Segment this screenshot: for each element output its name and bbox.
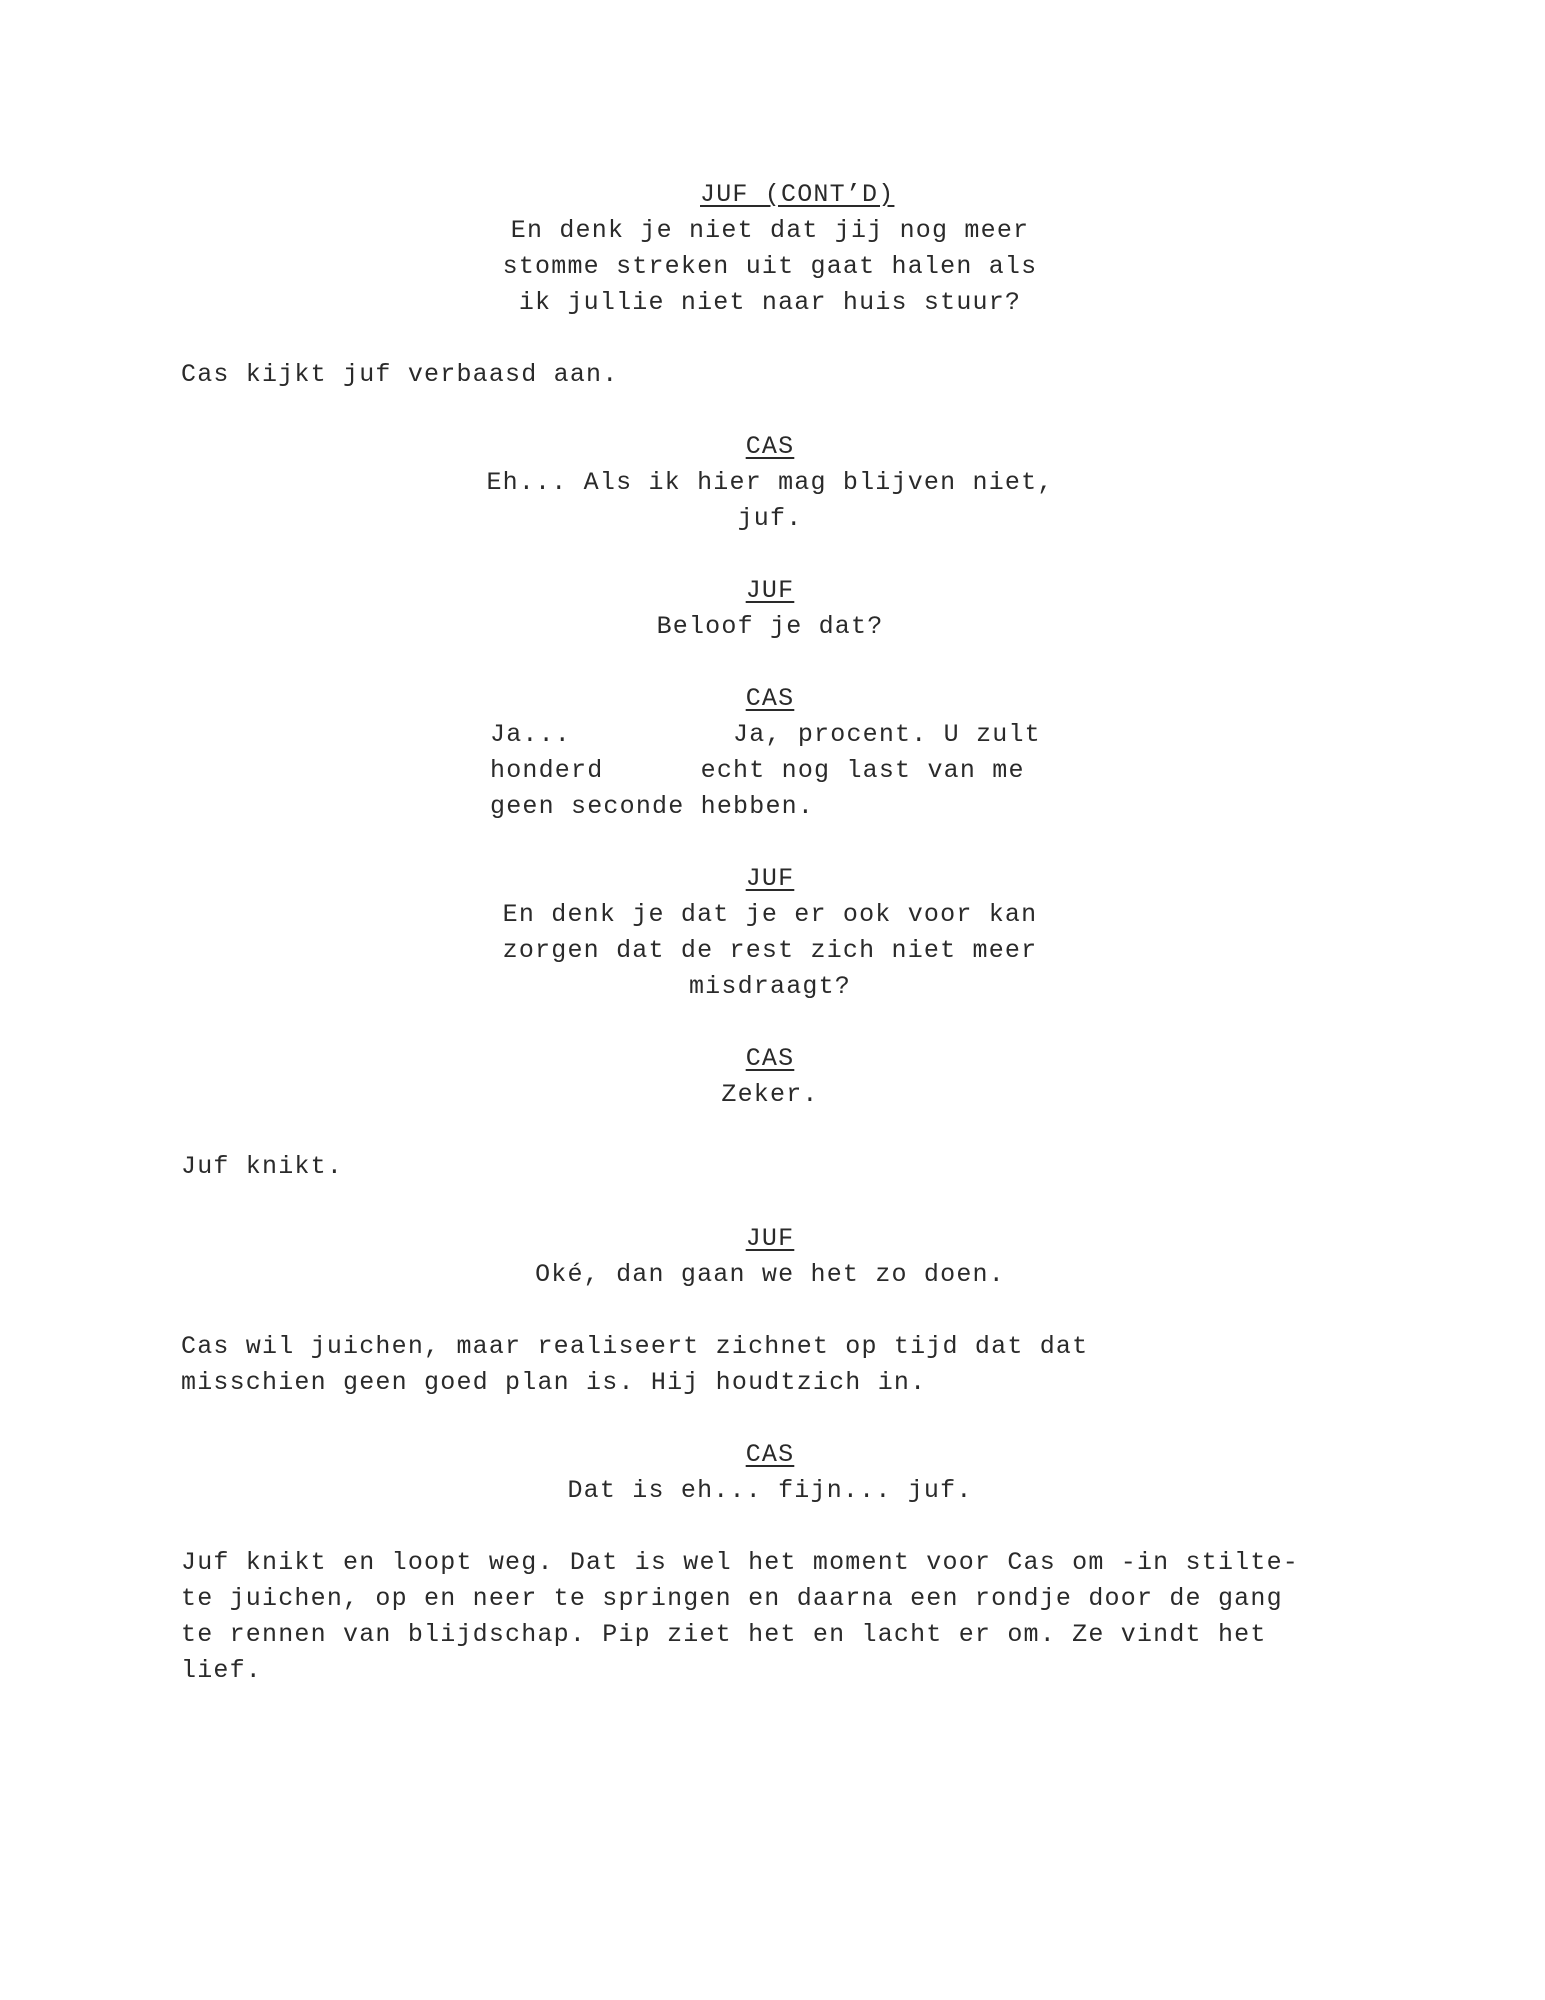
action-line: Cas wil juichen, maar realiseert zichnet op tijd dat dat misschien geen goed plan is. Hij houdtzich in. (181, 1332, 1089, 1397)
dialogue: Beloof je dat? (656, 612, 884, 641)
dialogue: Ja... Ja, procent. U zult honderd echt nog last van me geen seconde hebben. (490, 720, 1041, 821)
dialogue: En denk je dat je er ook voor kan zorgen dat de rest zich niet meer misdraagt? (502, 900, 1038, 1001)
dialogue: Eh... Als ik hier mag blijven niet, juf. (486, 468, 1054, 533)
action-line: Juf knikt en loopt weg. Dat is wel het moment voor Cas om -in stilte- te juichen, op en neer te springen en daarna een rondje door de gang te rennen van blijdschap. Pip ziet het en lacht er om. Ze vindt het lief. (181, 1548, 1299, 1685)
dialogue: Dat is eh... fijn... juf. (567, 1476, 973, 1505)
character-cue: CAS (745, 684, 795, 713)
dialogue: Zeker. (721, 1080, 819, 1109)
character-cue: JUF (CONT’D) (700, 180, 895, 209)
action-line: Cas kijkt juf verbaasd aan. (181, 360, 619, 389)
action-line: Juf knikt. (181, 1152, 344, 1181)
character-cue: CAS (745, 1044, 795, 1073)
dialogue: Oké, dan gaan we het zo doen. (535, 1260, 1005, 1289)
dialogue: En denk je niet dat jij nog meer stomme streken uit gaat halen als ik jullie niet naar huis stuur? (502, 216, 1038, 317)
character-cue: CAS (745, 432, 795, 461)
character-cue: JUF (745, 864, 795, 893)
character-cue: JUF (745, 1224, 795, 1253)
character-cue: JUF (745, 576, 795, 605)
character-cue: CAS (745, 1440, 795, 1469)
